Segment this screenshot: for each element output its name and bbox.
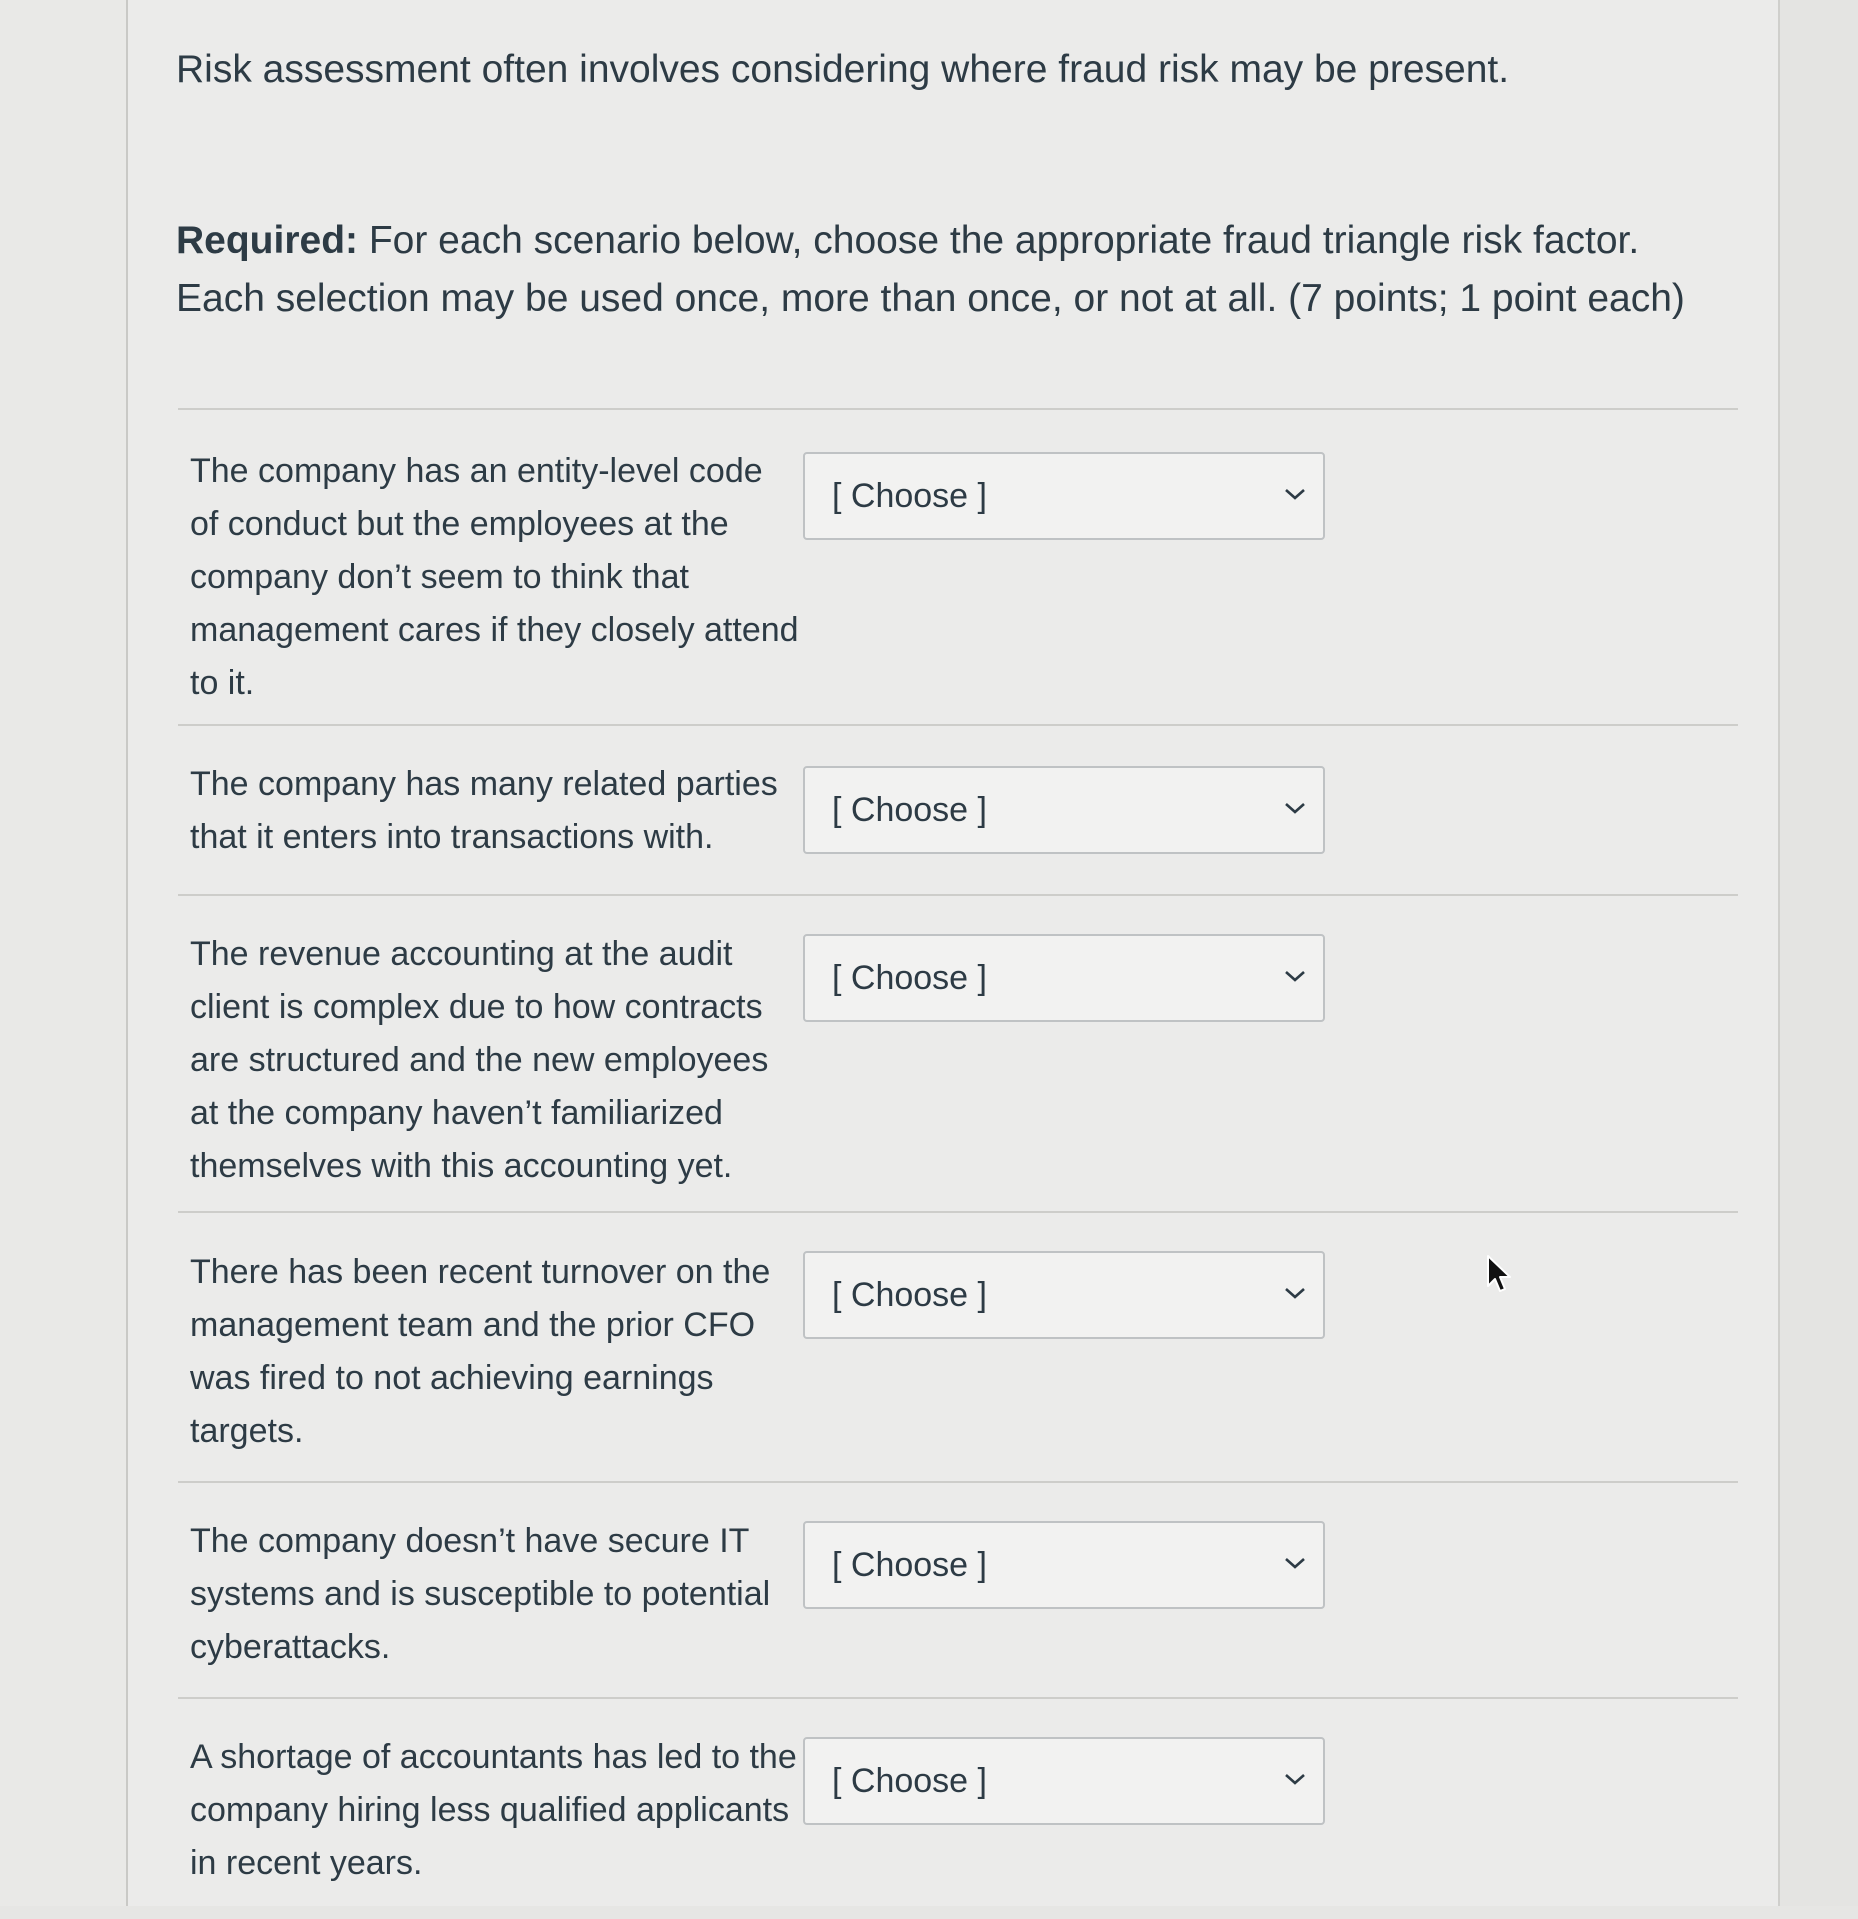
risk-factor-select[interactable] [803,452,1325,540]
scenario-text: The company doesn’t have secure IT systems and is susceptible to potential cyberattacks. [190,1522,771,1666]
question-intro: Risk assessment often involves considering where fraud risk may be present. [176,48,1510,91]
scenario-text: A shortage of accountants has led to the company hiring less qualified applicants in recent years. [190,1738,797,1882]
matching-row [178,1697,1738,1919]
chevron-down-icon [1283,1555,1307,1571]
select-value: [ Choose ] [832,959,987,997]
matching-question-list [178,408,1738,1919]
matching-row [178,408,1738,724]
scenario-text: The revenue accounting at the audit client is complex due to how contracts are structured and the new employees at the company haven’t familiarized themselves with this accounting yet. [190,935,769,1185]
mouse-cursor-icon [1486,1254,1512,1294]
scenario-text: The company has an entity-level code of conduct but the employees at the company don’t seem to think that management cares if they closely attend to it. [190,452,799,702]
matching-row [178,724,1738,894]
risk-factor-select[interactable] [803,766,1325,854]
select-value: [ Choose ] [832,477,987,515]
chevron-down-icon [1283,1771,1307,1787]
select-value: [ Choose ] [832,1276,987,1314]
chevron-down-icon [1283,486,1307,502]
chevron-down-icon [1283,800,1307,816]
right-margin [1778,0,1858,1906]
chevron-down-icon [1283,968,1307,984]
required-text: For each scenario below, choose the appropriate fraud triangle risk factor. Each selection may be used once, more than once, or not at all. (7 points; 1 point each) [176,219,1685,320]
scenario-text: There has been recent turnover on the management team and the prior CFO was fired to not achieving earnings targets. [190,1253,771,1450]
matching-row [178,894,1738,1211]
quiz-question-panel [128,0,1778,1906]
select-value: [ Choose ] [832,1762,987,1800]
risk-factor-select[interactable] [803,1521,1325,1609]
question-instructions [176,212,1736,328]
left-margin [0,0,128,1906]
select-value: [ Choose ] [832,791,987,829]
select-value: [ Choose ] [832,1546,987,1584]
required-label: Required: [176,219,359,262]
matching-row [178,1211,1738,1481]
chevron-down-icon [1283,1285,1307,1301]
matching-row [178,1481,1738,1697]
scenario-text: The company has many related parties that it enters into transactions with. [190,765,778,856]
risk-factor-select[interactable] [803,1251,1325,1339]
risk-factor-select[interactable] [803,1737,1325,1825]
risk-factor-select[interactable] [803,934,1325,1022]
